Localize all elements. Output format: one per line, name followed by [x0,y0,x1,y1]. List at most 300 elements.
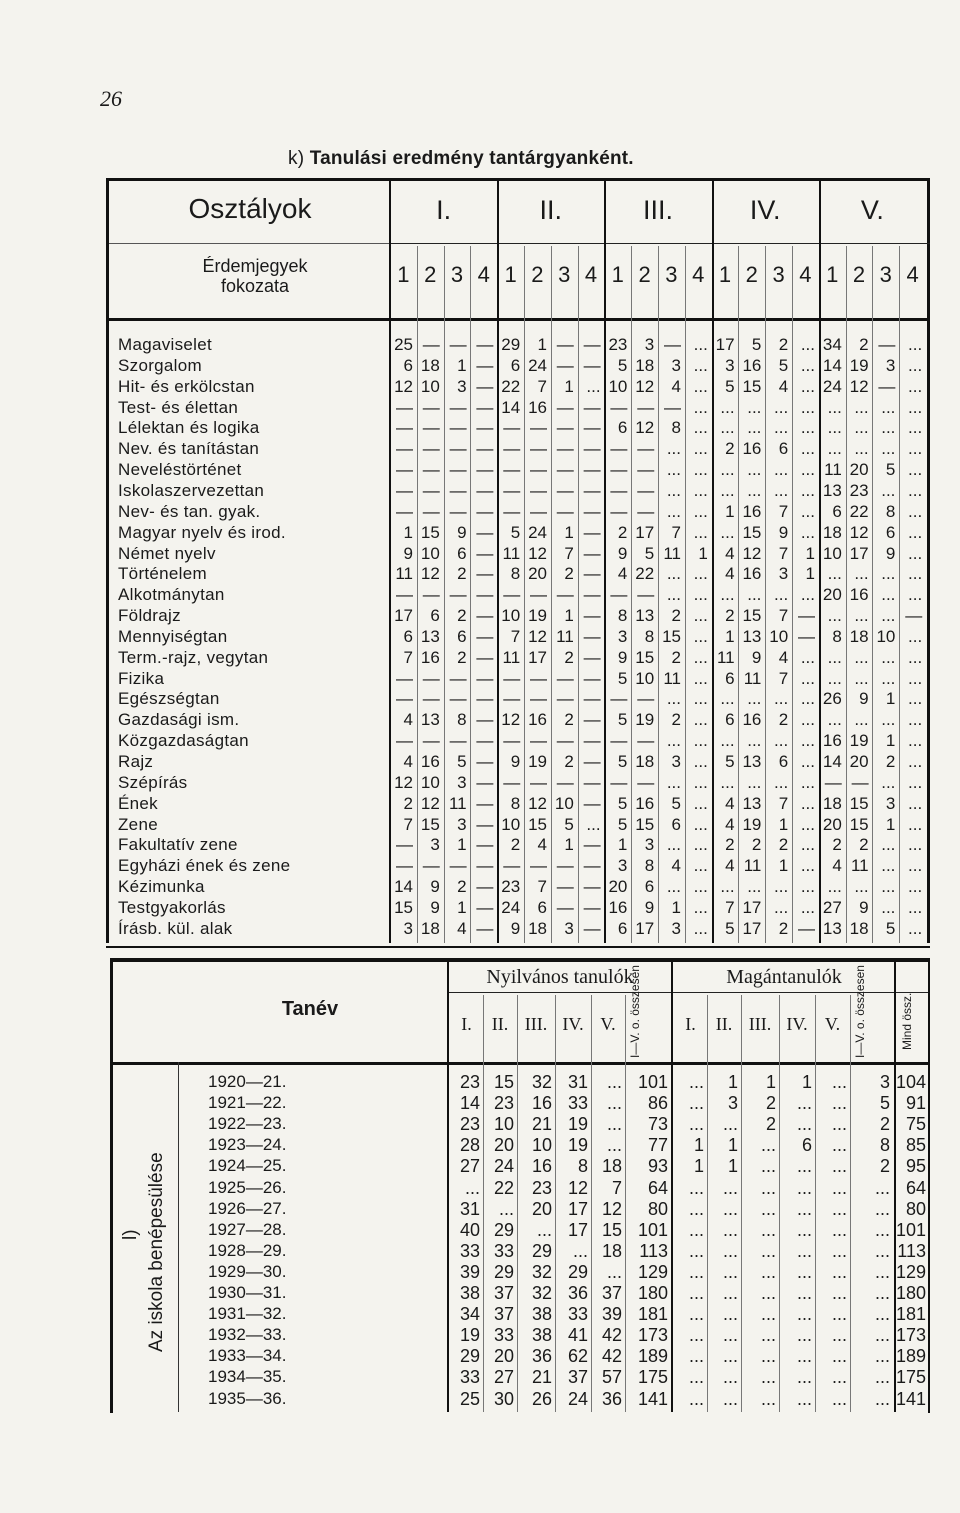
grade-count: 17 [394,606,413,626]
grade-count: 10 [554,793,574,813]
grade-count: 4 [403,710,413,730]
grade-count: ... [800,856,815,876]
grade-count: — [476,606,494,626]
private-count: ... [688,1304,704,1325]
grade-count: 17 [742,897,762,917]
grand-total: 64 [905,1177,926,1198]
grade-count: — [583,668,601,688]
grade-count: — [583,606,601,626]
public-count: ... [606,1093,622,1114]
grade-count: ... [908,355,923,375]
grade-count: ... [693,564,708,584]
grade-count: — [637,731,655,751]
public-count: ... [572,1240,588,1261]
public-count: 41 [567,1325,588,1346]
grade-count: 6 [778,439,789,459]
grade-count: — [476,793,494,813]
grade-count: — [449,480,467,500]
grade-count: ... [854,564,869,584]
grade-count: 4 [778,376,789,396]
grade-count: 13 [742,626,762,646]
grade-count: 10 [608,376,628,396]
grade-count: — [583,543,601,563]
grade-count: ... [854,418,869,438]
grade-count: 10 [420,376,440,396]
subject-name: Zene [118,814,158,834]
public-count: 25 [459,1388,480,1409]
grade-count: 11 [395,564,413,584]
grade-count: ... [881,418,896,438]
private-class-header: II. [715,1014,733,1034]
grade-count: 13 [742,793,762,813]
grand-total: 113 [897,1240,926,1261]
grade-count: 3 [564,918,574,938]
grade-count: 16 [420,752,440,771]
grade-count: 9 [644,897,655,917]
grade-count: — [476,814,494,834]
grade-count: 6 [617,418,628,438]
grand-total: 85 [905,1135,926,1156]
grade-count: 17 [528,647,547,667]
subject-name: Testgyakorlás [118,897,226,917]
grade-count: 19 [635,710,655,730]
grade-count: 6 [510,355,521,375]
grade-count: ... [800,710,815,730]
private-count: ... [831,1177,847,1198]
public-count: 29 [459,1346,480,1367]
grade-count: 13 [822,918,842,938]
private-count: ... [688,1367,704,1388]
grade-count: ... [800,397,815,417]
grade-count: 2 [778,835,789,855]
grade-count: — [583,647,601,667]
grade-level-header: 1 [504,262,517,287]
grade-count: 3 [671,918,681,938]
grade-count: — [449,585,467,605]
public-count: 31 [459,1198,480,1219]
grade-level-header: 4 [906,262,919,287]
public-count: 31 [567,1072,588,1092]
subject-name: Német nyelv [118,543,216,563]
public-count: 80 [647,1198,668,1219]
private-count: ... [722,1304,738,1325]
public-count: 23 [459,1114,480,1135]
grade-count: — [905,606,923,626]
private-count: ... [831,1240,847,1261]
grade-count: 34 [822,335,842,354]
grade-count: — [422,731,440,751]
grade-count: 12 [528,793,547,813]
grade-level-header: 3 [450,262,464,287]
private-count: ... [760,1388,776,1409]
grand-total: 181 [896,1304,927,1325]
grade-count: ... [666,501,681,521]
private-count: ... [688,1346,704,1367]
private-count: ... [831,1325,847,1346]
grade-count: 2 [832,835,842,855]
grade-count: 16 [420,647,440,667]
grade-count: ... [908,585,923,605]
grade-count: — [476,501,494,521]
grade-count: — [476,480,494,500]
grade-count: ... [827,564,842,584]
grade-level-header: 3 [558,262,571,287]
grade-count: — [476,918,494,938]
grade-count: 11 [502,647,521,667]
grade-count: ... [827,647,842,667]
public-count: 101 [637,1219,668,1240]
grade-count: — [583,793,601,813]
grade-count: — [396,397,413,417]
school-year: 1932—33. [208,1325,287,1345]
private-count: ... [796,1346,812,1367]
side-column-divider [178,1062,179,1412]
private-count: ... [722,1177,738,1198]
public-count: 12 [567,1177,588,1198]
grade-count: 18 [420,355,440,375]
grade-count: ... [693,522,708,542]
grade-count: 1 [457,897,467,917]
grade-count: — [637,460,655,480]
table-border-left [106,178,109,943]
grade-count: ... [908,710,923,730]
private-count: ... [831,1114,847,1135]
grade-count: ... [800,335,815,354]
grade-count: 12 [394,772,413,792]
grade-count: ... [747,418,762,438]
grade-count: — [530,772,547,792]
grade-count: ... [774,480,789,500]
grade-count: 8 [671,418,681,438]
public-count: 29 [493,1219,514,1240]
grade-count: 6 [885,522,896,542]
public-count: 23 [459,1072,480,1092]
private-count: ... [760,1240,776,1261]
grade-count: ... [693,376,708,396]
private-count: ... [722,1346,738,1367]
grade-count: 10 [420,772,440,792]
grade-count: — [583,626,601,646]
grade-count: 9 [403,543,413,563]
grade-count: ... [693,418,708,438]
private-count: ... [796,1219,812,1240]
grade-count: — [530,856,547,876]
column-header-grade-levels: Érdemjegyek fokozata [202,256,308,296]
public-count: ... [498,1198,514,1219]
public-count: 189 [637,1346,668,1367]
subject-name: Alkotmánytan [118,585,225,605]
public-count: 77 [647,1135,668,1156]
grade-count: 16 [822,731,842,751]
grade-count: ... [881,710,896,730]
grade-count: 8 [832,626,842,646]
grade-count: 9 [457,522,467,542]
public-count: 40 [459,1219,480,1240]
grade-count: — [422,439,440,459]
grand-total: 91 [905,1093,926,1114]
grade-count: ... [908,522,923,542]
grade-count: 3 [430,835,440,855]
grade-level-header: 3 [879,262,892,287]
grade-count: 11 [743,856,762,876]
grade-count: ... [693,355,708,375]
grade-count: 2 [457,877,467,897]
grade-level-header: 2 [424,262,437,287]
private-count: ... [874,1261,890,1282]
grade-count: ... [908,647,923,667]
grade-count: 14 [822,355,842,375]
private-count: ... [796,1198,812,1219]
private-class-header: III. [748,1014,772,1034]
grade-count: ... [693,606,708,626]
grade-count: — [396,731,413,751]
grade-count: ... [747,772,762,792]
grade-count: — [583,335,601,354]
grade-count: 12 [849,522,869,542]
grade-count: ... [854,647,869,667]
subject-name: Test- és élettan [118,397,239,417]
public-count: 7 [611,1177,622,1198]
grade-count: 2 [564,752,574,771]
private-count: ... [760,1261,776,1282]
grade-count: 9 [510,752,521,771]
grade-count: 6 [537,897,547,917]
grade-count: — [583,710,601,730]
grade-count: — [556,585,574,605]
public-count: 32 [531,1261,552,1282]
public-count: 33 [567,1093,588,1114]
grade-count: — [476,668,494,688]
private-count: ... [760,1135,776,1156]
header-divider [390,243,930,244]
grade-count: 6 [671,814,681,834]
grade-count: ... [693,710,708,730]
private-count: 3 [727,1093,738,1114]
grade-count: 13 [420,626,440,646]
grade-count: — [396,460,413,480]
table-border-right [927,178,930,943]
private-count: ... [796,1156,812,1177]
grade-count: ... [800,522,815,542]
grade-count: — [503,439,521,459]
grade-count: — [503,480,521,500]
public-count: 113 [639,1240,668,1261]
school-year: 1935—36. [208,1388,287,1408]
grade-count: 2 [859,335,869,354]
grade-count: — [637,772,655,792]
subject-name: Nev- és tan. gyak. [118,501,261,521]
grade-count: ... [800,772,815,792]
grade-count: 11 [663,668,681,688]
private-count: ... [831,1261,847,1282]
subject-name: Fizika [118,668,165,688]
private-count: ... [831,1304,847,1325]
grade-count: 1 [805,543,815,563]
grade-count: 2 [671,647,681,667]
public-count: 33 [459,1367,480,1388]
grade-count: 10 [876,626,896,646]
section-title [288,148,634,170]
grade-count: ... [908,543,923,563]
grade-count: 16 [608,897,628,917]
subject-name: Ének [118,793,158,813]
private-count: ... [760,1156,776,1177]
grade-count: 15 [742,606,762,626]
grade-count: 2 [751,835,762,855]
private-count: ... [874,1388,890,1409]
grade-count: 15 [849,793,869,813]
public-count: 37 [493,1304,514,1325]
private-count: ... [760,1325,776,1346]
grade-count: ... [666,835,681,855]
grade-count: — [583,418,601,438]
private-count: ... [874,1325,890,1346]
grade-count: — [396,689,413,709]
grade-count: ... [908,814,923,834]
grade-count: 11 [716,647,735,667]
grade-count: 1 [885,689,896,709]
public-count: 38 [459,1283,480,1303]
grade-count: 5 [617,814,628,834]
grade-count: — [530,480,547,500]
grade-count: 5 [671,793,681,813]
grade-count: 16 [742,439,762,459]
grade-count: ... [908,856,923,876]
grade-count: 18 [822,522,842,542]
grade-count: ... [800,814,815,834]
public-count: 19 [459,1325,480,1346]
grade-level-header: 3 [772,262,785,287]
grade-count: ... [666,564,681,584]
grade-level-header: 4 [584,262,598,287]
grade-count: ... [827,606,842,626]
public-count: 29 [567,1261,588,1282]
grade-count: — [476,585,494,605]
private-count: ... [796,1304,812,1325]
grade-count: 24 [528,355,547,375]
grade-count: 16 [742,564,762,584]
private-count: ... [874,1346,890,1367]
enrollment-border-left [110,958,113,1413]
grade-count: — [610,772,628,792]
grade-count: — [530,731,547,751]
grade-level-header: 2 [852,262,866,287]
public-count: 21 [531,1114,552,1135]
grade-count: — [530,460,547,480]
grade-count: ... [827,710,842,730]
grade-count: ... [908,731,923,751]
public-class-header: II. [491,1014,509,1034]
grade-count: 16 [849,585,869,605]
grade-count: ... [800,668,815,688]
grade-count: — [530,585,547,605]
grade-count: — [610,439,628,459]
grade-count: ... [693,439,708,459]
private-count: ... [831,1388,847,1409]
grade-count: 19 [528,752,547,771]
grade-count: — [422,460,440,480]
grade-count: 7 [537,877,547,897]
grade-count: — [396,501,413,521]
grade-count: — [610,731,628,751]
grade-count: 3 [885,793,896,813]
grade-count: — [556,460,574,480]
grade-count: ... [908,793,923,813]
grade-count: — [449,397,467,417]
private-count: ... [760,1346,776,1367]
public-private-divider [671,962,673,1412]
grade-count: 1 [564,835,574,855]
grade-count: 14 [501,397,521,417]
grade-count: 11 [448,793,467,813]
private-count: ... [760,1283,776,1303]
private-count: ... [874,1219,890,1240]
public-count: 39 [601,1304,622,1325]
public-count: 20 [493,1346,514,1367]
private-count: ... [722,1283,738,1303]
grade-count: — [476,710,494,730]
grade-count: ... [908,752,923,771]
grade-count: 1 [805,564,815,584]
grade-count: 7 [778,793,789,813]
grade-count: ... [881,856,896,876]
private-count: 1 [727,1072,738,1092]
grade-count: 7 [564,543,574,563]
public-count: 20 [493,1135,514,1156]
subject-name: Szorgalom [118,355,202,375]
grade-count: ... [881,606,896,626]
grade-count: 12 [528,543,547,563]
public-count: 32 [531,1283,552,1303]
grade-count: 4 [537,835,547,855]
grade-count: 19 [528,606,547,626]
grand-total: 173 [896,1325,927,1346]
private-count: ... [796,1114,812,1135]
grade-count: 1 [885,814,896,834]
grade-count: 20 [849,460,869,480]
grade-count: 5 [617,710,628,730]
private-count: ... [688,1219,704,1240]
grade-count: 6 [403,626,413,646]
grade-count: 4 [725,793,735,813]
private-count: ... [688,1388,704,1409]
grade-count: 18 [528,918,547,938]
school-year: 1923—24. [208,1135,287,1155]
grade-count: — [556,877,574,897]
grade-count: ... [800,460,815,480]
grade-count: ... [881,480,896,500]
private-count: ... [831,1367,847,1388]
grade-count: — [503,501,521,521]
grade-count: 1 [725,501,735,521]
private-count: ... [688,1261,704,1282]
grade-count: 17 [742,918,762,938]
grade-count: ... [908,501,923,521]
grade-count: 4 [671,856,681,876]
grade-count: — [583,752,601,771]
school-year: 1933—34. [208,1346,287,1366]
public-count: 17 [567,1198,588,1219]
grade-count: 18 [635,355,655,375]
grade-count: — [798,606,815,626]
public-count: 173 [637,1325,668,1346]
grade-count: — [396,439,413,459]
grade-count: 3 [617,856,628,876]
year-column-header: Tanév [281,998,339,1020]
grade-count: 2 [564,647,574,667]
grade-count: — [476,522,494,542]
grade-count: 20 [608,877,628,897]
